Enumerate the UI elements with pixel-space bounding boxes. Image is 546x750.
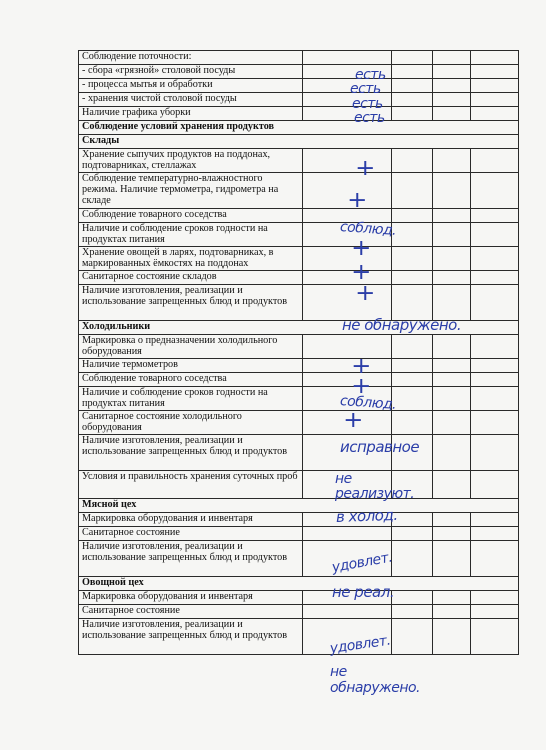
handwritten-mark: + [355, 281, 376, 306]
row-label: - процесса мытья и обработки [79, 79, 303, 93]
handwritten-mark: соблюд. [339, 219, 397, 239]
table-row [79, 247, 519, 271]
handwritten-mark: удовлет. [328, 632, 392, 657]
handwritten-mark: + [347, 188, 368, 213]
row-label: Условия и правильность хранения суточных проб [79, 471, 303, 499]
inspection-table [78, 50, 519, 655]
row-label: Хранение сыпучих продуктов на поддонах, подтоварниках, стеллажах [79, 149, 303, 173]
row-label: Санитарное состояние холодильного оборудования [79, 411, 303, 435]
table-row [79, 435, 519, 471]
table-row [79, 591, 519, 605]
table-row [79, 527, 519, 541]
handwritten-mark: есть [350, 81, 381, 97]
handwritten-mark: есть [355, 67, 386, 83]
table-row [79, 79, 519, 93]
handwritten-mark: не обнаружено. [342, 316, 462, 334]
handwritten-mark: соблюд. [339, 393, 397, 413]
section-heading: Мясной цех [79, 499, 519, 513]
handwritten-mark: + [355, 156, 376, 181]
table-row [79, 411, 519, 435]
row-label: Соблюдение товарного соседства [79, 209, 303, 223]
row-label: Соблюдение поточности: [79, 51, 303, 65]
section-row [79, 499, 519, 513]
table-row [79, 471, 519, 499]
row-label: Наличие и соблюдение сроков годности на продуктах питания [79, 223, 303, 247]
section-row [79, 577, 519, 591]
table-row [79, 93, 519, 107]
table-row [79, 359, 519, 373]
row-label: - хранения чистой столовой посуды [79, 93, 303, 107]
handwritten-mark: есть [352, 96, 383, 112]
section-heading: Овощной цех [79, 577, 519, 591]
handwritten-mark: исправное [340, 438, 420, 456]
table-row [79, 271, 519, 285]
row-label: Маркировка о предназначении холодильного оборудования [79, 335, 303, 359]
handwritten-mark: в холод. [335, 505, 398, 526]
table-row [79, 541, 519, 577]
section-row [79, 121, 519, 135]
section-heading: Соблюдение условий хранения продуктов [79, 121, 519, 135]
table-row [79, 223, 519, 247]
section-heading: Склады [79, 135, 519, 149]
table-row [79, 173, 519, 209]
table-row [79, 387, 519, 411]
row-label: Наличие изготовления, реализации и использование запрещенных блюд и продуктов [79, 541, 303, 577]
row-label: Соблюдение температурно-влажностного режима. Наличие термометра, гидрометра на складе [79, 173, 303, 209]
table-row [79, 373, 519, 387]
row-label: Наличие изготовления, реализации и использование запрещенных блюд и продуктов [79, 619, 303, 655]
row-label: Маркировка оборудования и инвентаря [79, 591, 303, 605]
table-row [79, 51, 519, 65]
handwritten-mark: + [351, 236, 372, 261]
row-label: Наличие графика уборки [79, 107, 303, 121]
row-label: Санитарное состояние [79, 527, 303, 541]
row-label: Маркировка оборудования и инвентаря [79, 513, 303, 527]
handwritten-mark: есть [354, 110, 385, 126]
row-label: Соблюдение товарного соседства [79, 373, 303, 387]
handwritten-mark: не обнаружено. [330, 664, 420, 696]
handwritten-mark: + [343, 408, 364, 433]
handwritten-mark: + [351, 374, 372, 399]
table-row [79, 335, 519, 359]
row-label: Наличие и соблюдение сроков годности на продуктах питания [79, 387, 303, 411]
table-row [79, 107, 519, 121]
table-row [79, 149, 519, 173]
row-label: Санитарное состояние [79, 605, 303, 619]
handwritten-mark: + [351, 354, 372, 379]
row-label: Наличие изготовления, реализации и использование запрещенных блюд и продуктов [79, 285, 303, 321]
table-row [79, 209, 519, 223]
table-row [79, 65, 519, 79]
row-label: Наличие термометров [79, 359, 303, 373]
row-label: Наличие изготовления, реализации и использование запрещенных блюд и продуктов [79, 435, 303, 471]
row-label: Санитарное состояние складов [79, 271, 303, 285]
table-row [79, 619, 519, 655]
handwritten-mark: не реализуют. [335, 471, 415, 502]
handwritten-mark: удовлет. [330, 549, 394, 576]
table-row [79, 513, 519, 527]
table-row [79, 605, 519, 619]
row-label: - сбора «грязной» столовой посуды [79, 65, 303, 79]
row-label: Хранение овощей в ларях, подтоварниках, в маркированных ёмкостях на поддонах [79, 247, 303, 271]
handwritten-mark: не реал. [332, 583, 395, 601]
section-heading: Холодильники [79, 321, 519, 335]
handwritten-mark: + [351, 260, 372, 285]
section-row [79, 135, 519, 149]
